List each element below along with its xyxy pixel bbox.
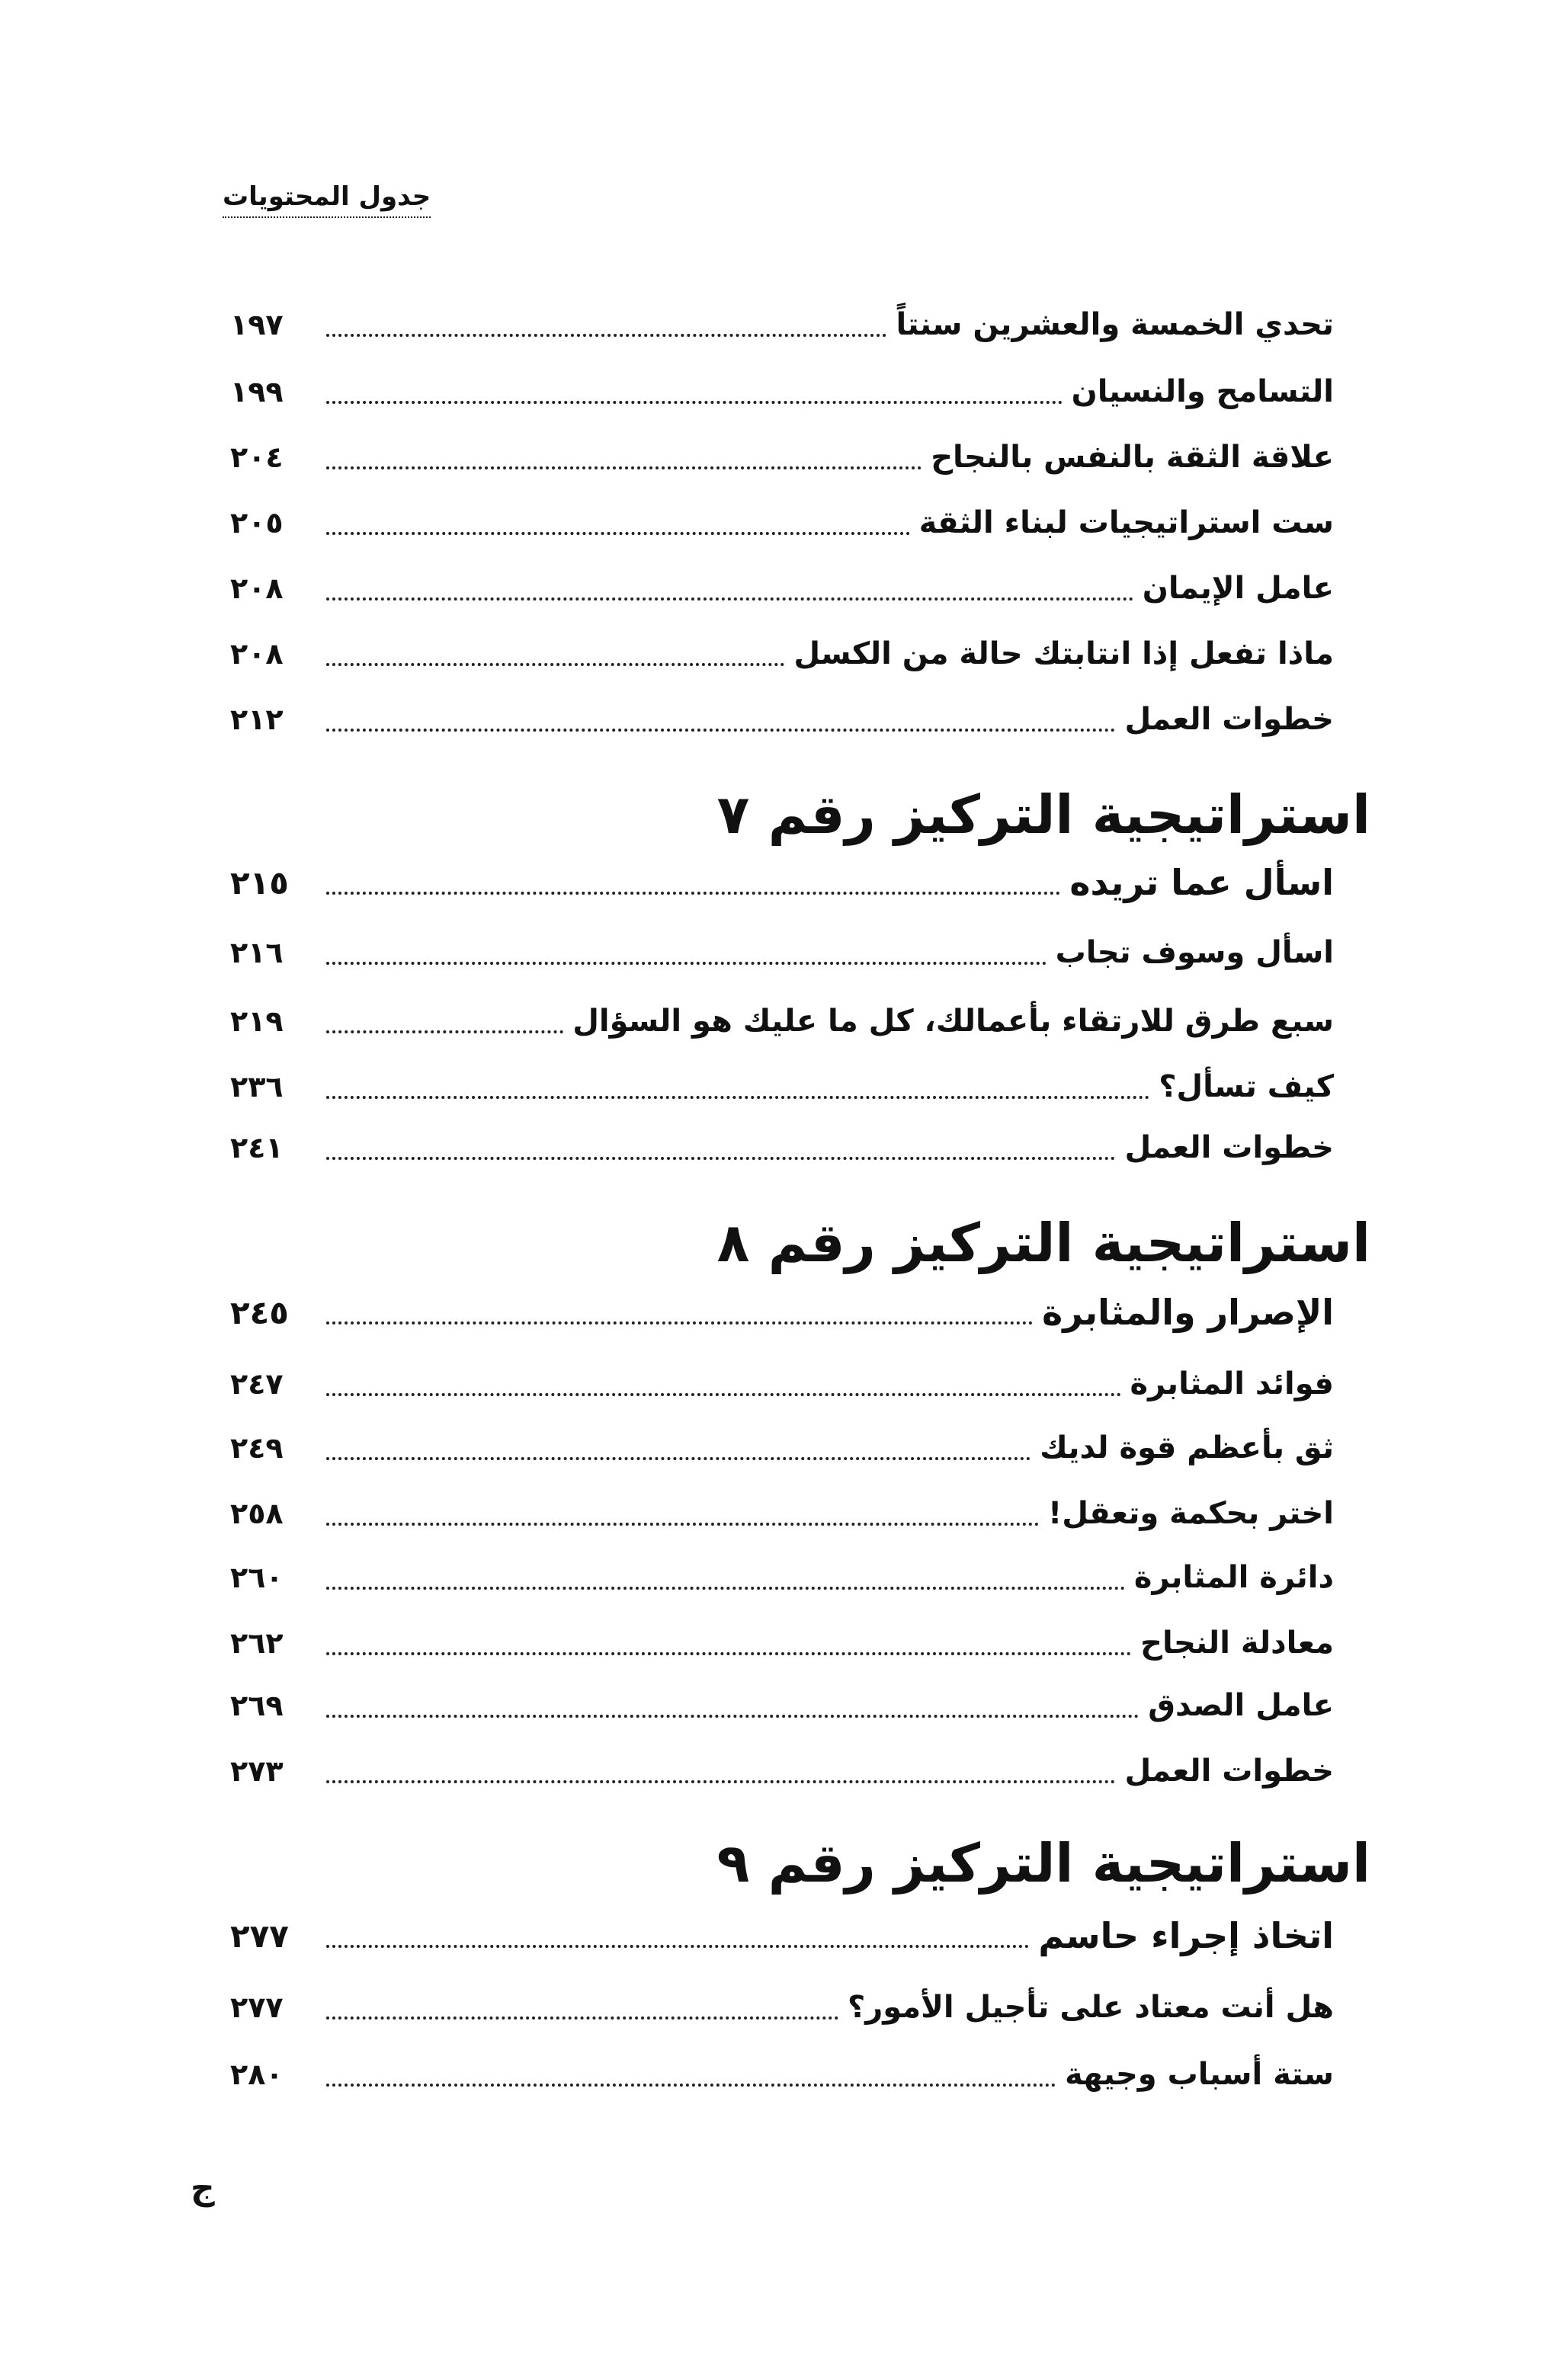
- toc-entry-page: ٢٣٦: [230, 1070, 284, 1104]
- toc-entry[interactable]: [230, 1977, 1334, 2038]
- toc-entry[interactable]: [230, 361, 1334, 422]
- toc-entry-page: ٢٦٢: [230, 1626, 284, 1660]
- toc-entry[interactable]: [230, 1905, 1334, 1966]
- toc-entry-page: ٢٤٥: [230, 1293, 289, 1331]
- toc-entry-title: خطوات العمل: [1124, 1754, 1334, 1789]
- toc-entry[interactable]: [230, 991, 1334, 1052]
- toc-entry-title: هل أنت معتاد على تأجيل الأمور؟: [848, 1990, 1334, 2025]
- toc-entry-title: ثق بأعظم قوة لديك: [1040, 1430, 1334, 1465]
- dot-leader: [326, 334, 886, 337]
- dot-leader: [326, 892, 1060, 895]
- chapter-heading: استراتيجية التركيز رقم ٧: [716, 783, 1370, 846]
- toc-entry-page: ٢٧٣: [230, 1754, 284, 1788]
- toc-entry-title: علاقة الثقة بالنفس بالنجاح: [931, 440, 1334, 475]
- toc-entry-page: ٢١٩: [230, 1004, 284, 1038]
- dot-leader: [326, 1652, 1131, 1655]
- toc-entry-page: ٢٨٠: [230, 2058, 284, 2091]
- toc-entry-title: اختر بحكمة وتعقل!: [1048, 1496, 1334, 1531]
- dot-leader: [326, 1030, 563, 1033]
- toc-entry-page: ٢٠٨: [230, 637, 284, 671]
- toc-entry-title: خطوات العمل: [1124, 1130, 1334, 1165]
- running-head: جدول المحتويات: [223, 181, 431, 218]
- dot-leader: [326, 663, 784, 666]
- toc-entry-page: ٢١٥: [230, 863, 289, 902]
- toc-entry[interactable]: [230, 922, 1334, 983]
- toc-entry-page: ٢٤١: [230, 1131, 284, 1164]
- dot-leader: [326, 597, 1133, 601]
- dot-leader: [326, 729, 1115, 732]
- toc-entry-title: ماذا تفعل إذا انتابتك حالة من الكسل: [793, 636, 1334, 671]
- toc-entry-page: ٢٠٨: [230, 572, 284, 605]
- toc-entry-title: اسأل وسوف تجاب: [1055, 935, 1334, 970]
- dot-leader: [326, 1457, 1031, 1460]
- dot-leader: [326, 2016, 838, 2020]
- toc-entry-title: ست استراتيجيات لبناء الثقة: [918, 505, 1334, 540]
- toc-entry-title: التسامح والنسيان: [1071, 374, 1334, 409]
- toc-entry-title: اسأل عما تريده: [1069, 862, 1334, 903]
- toc-entry-title: الإصرار والمثابرة: [1042, 1292, 1334, 1333]
- dot-leader: [326, 1096, 1149, 1099]
- toc-entry-title: سبع طرق للارتقاء بأعمالك، كل ما عليك هو السؤال: [572, 1004, 1334, 1039]
- toc-entry-page: ١٩٧: [230, 308, 284, 341]
- toc-entry-title: عامل الصدق: [1148, 1688, 1334, 1723]
- toc-entry[interactable]: [230, 1056, 1334, 1117]
- toc-entry[interactable]: [230, 1353, 1334, 1414]
- toc-entry-title: فوائد المثابرة: [1130, 1366, 1334, 1401]
- toc-entry[interactable]: [230, 294, 1334, 355]
- toc-entry-title: اتخاذ إجراء حاسم: [1038, 1915, 1334, 1956]
- dot-leader: [326, 532, 910, 535]
- toc-entry-title: تحدي الخمسة والعشرين سنتاً: [896, 307, 1334, 342]
- dot-leader: [326, 1780, 1115, 1783]
- toc-entry[interactable]: [230, 1741, 1334, 1802]
- toc-entry-page: ٢٤٧: [230, 1367, 284, 1401]
- toc-entry-title: معادلة النجاح: [1140, 1626, 1334, 1661]
- toc-entry-page: ٢١٢: [230, 703, 284, 736]
- toc-entry-page: ٢٦٩: [230, 1689, 284, 1722]
- toc-entry-page: ٢٦٠: [230, 1561, 284, 1594]
- dot-leader: [326, 466, 922, 469]
- dot-leader: [326, 1393, 1121, 1396]
- dot-leader: [326, 1157, 1115, 1160]
- toc-entry-page: ٢٠٤: [230, 440, 284, 474]
- dot-leader: [326, 2084, 1056, 2087]
- chapter-heading: استراتيجية التركيز رقم ٨: [716, 1212, 1370, 1274]
- toc-entry-page: ٢٧٧: [230, 1917, 289, 1955]
- toc-entry-title: خطوات العمل: [1124, 702, 1334, 737]
- toc-entry[interactable]: [230, 492, 1334, 553]
- page-folio: ج: [191, 2169, 215, 2208]
- dot-leader: [326, 1945, 1029, 1948]
- toc-entry-page: ٢٠٥: [230, 506, 284, 540]
- toc-entry[interactable]: [230, 1483, 1334, 1544]
- toc-entry[interactable]: [230, 852, 1334, 913]
- toc-entry-title: عامل الإيمان: [1142, 571, 1334, 606]
- toc-entry[interactable]: [230, 623, 1334, 684]
- chapter-heading: استراتيجية التركيز رقم ٩: [716, 1832, 1370, 1895]
- toc-entry-title: دائرة المثابرة: [1133, 1560, 1334, 1595]
- toc-entry-page: ١٩٩: [230, 375, 284, 408]
- dot-leader: [326, 1321, 1033, 1325]
- toc-entry[interactable]: [230, 558, 1334, 619]
- toc-entry-page: ٢١٦: [230, 936, 284, 969]
- toc-entry[interactable]: [230, 427, 1334, 488]
- toc-entry[interactable]: [230, 1117, 1334, 1178]
- toc-entry-page: ٢٥٨: [230, 1497, 284, 1530]
- dot-leader: [326, 1715, 1139, 1718]
- toc-entry-title: كيف تسأل؟: [1159, 1069, 1334, 1104]
- toc-entry-title: ستة أسباب وجيهة: [1064, 2057, 1334, 2092]
- toc-entry[interactable]: [230, 1675, 1334, 1736]
- toc-entry[interactable]: [230, 2044, 1334, 2105]
- toc-entry[interactable]: [230, 689, 1334, 750]
- toc-entry-page: ٢٤٩: [230, 1431, 284, 1465]
- toc-entry[interactable]: [230, 1417, 1334, 1478]
- dot-leader: [326, 962, 1047, 965]
- toc-entry[interactable]: [230, 1282, 1334, 1343]
- dot-leader: [326, 1523, 1039, 1526]
- toc-entry-page: ٢٧٧: [230, 1991, 284, 2024]
- toc-entry[interactable]: [230, 1547, 1334, 1608]
- dot-leader: [326, 1587, 1125, 1590]
- toc-entry[interactable]: [230, 1613, 1334, 1674]
- dot-leader: [326, 401, 1063, 404]
